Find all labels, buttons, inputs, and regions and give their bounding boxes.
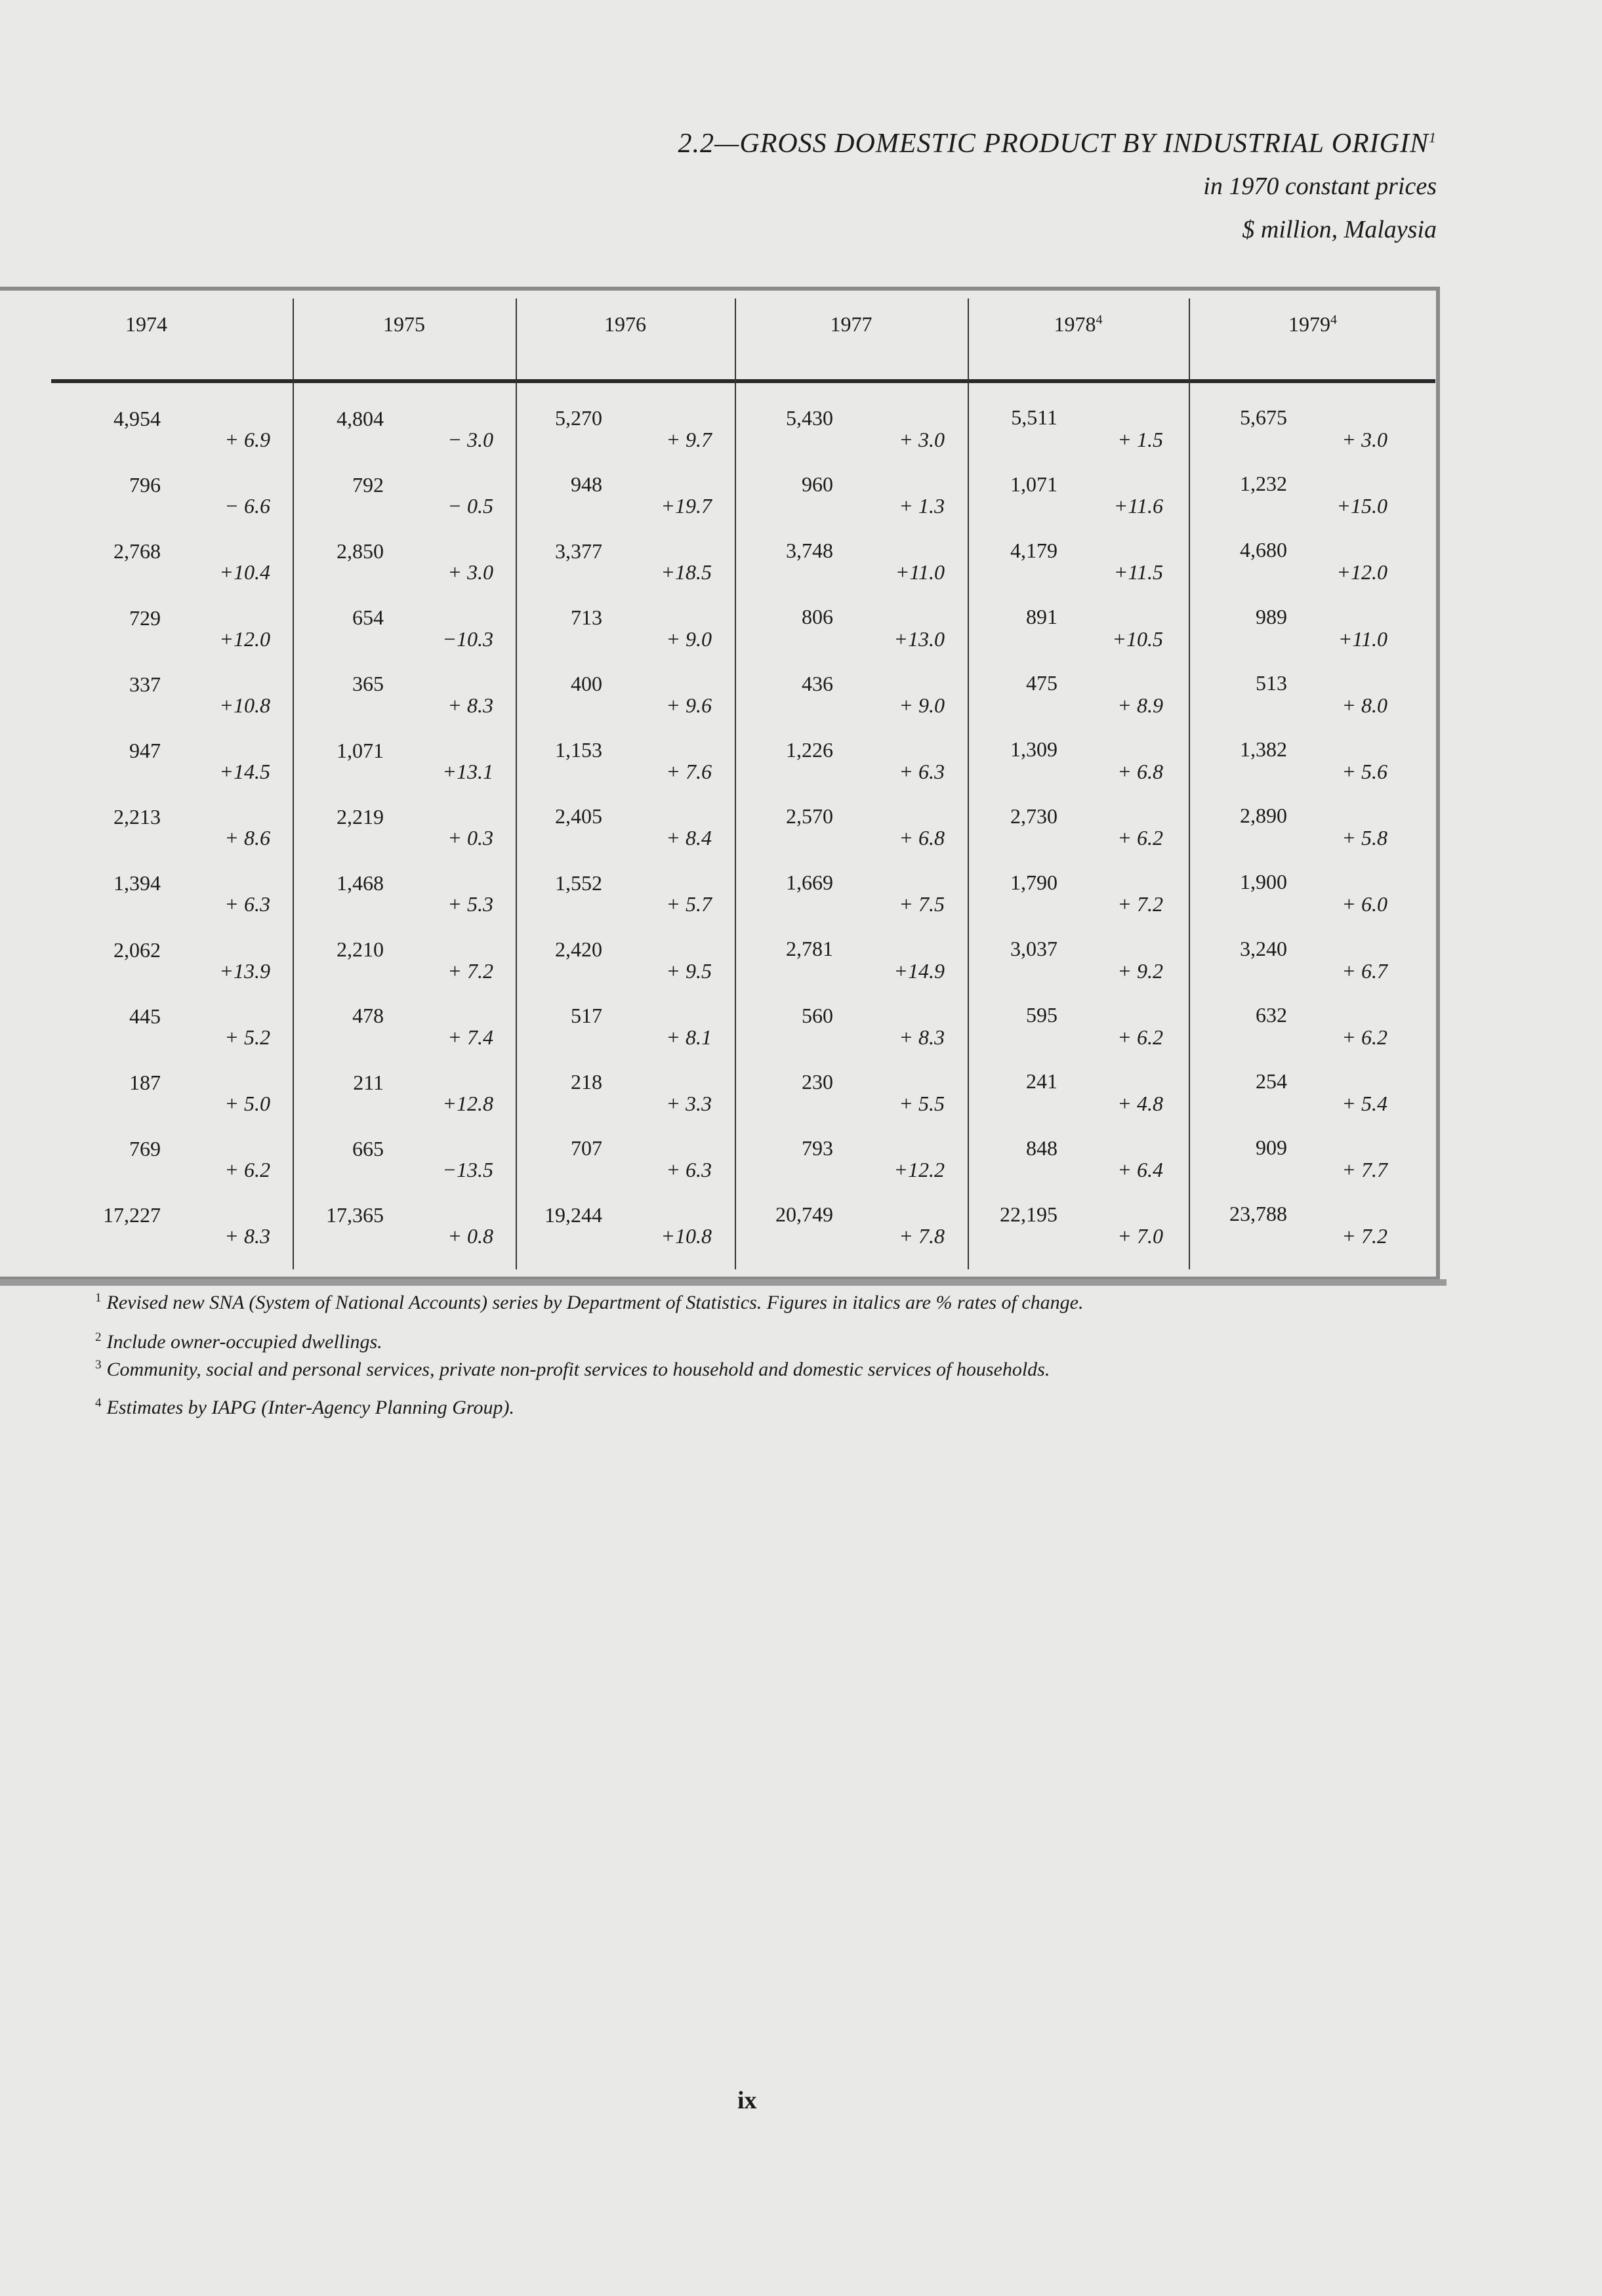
year-label: 1977	[830, 312, 873, 336]
footnote-text: Include owner-occupied dwellings.	[106, 1331, 382, 1353]
cell-percent-change: +11.0	[895, 560, 945, 584]
title-footnote-mark: 1	[1429, 129, 1437, 146]
cell-percent-change: + 8.3	[224, 1224, 270, 1248]
cell-value: 17,365	[326, 1203, 384, 1227]
cell-percent-change: + 8.3	[447, 693, 493, 717]
cell-percent-change: − 6.6	[224, 494, 270, 518]
cell-percent-change: +12.0	[1336, 560, 1387, 584]
cell-value: 2,730	[1010, 804, 1058, 828]
cell-value: 948	[571, 472, 602, 497]
cell-value: 4,954	[113, 407, 161, 430]
cell-value: 3,377	[555, 539, 602, 563]
cell-percent-change: + 7.2	[1117, 892, 1163, 916]
year-label: 1974	[125, 312, 167, 336]
cell-percent-change: + 8.9	[1117, 693, 1163, 717]
cell-value: 1,226	[786, 737, 833, 762]
cell-value: 23,788	[1229, 1202, 1287, 1226]
cell-percent-change: + 6.9	[224, 428, 270, 451]
cell-value: 187	[129, 1071, 161, 1094]
cell-value: 729	[129, 605, 161, 630]
cell-value: 595	[1026, 1003, 1058, 1027]
cell-percent-change: + 7.8	[899, 1224, 945, 1248]
table-title-text: 2.2—GROSS DOMESTIC PRODUCT BY INDUSTRIAL ORIGIN	[678, 129, 1429, 159]
column-header-year	[293, 312, 516, 337]
cell-value: 475	[1026, 671, 1058, 695]
cell-value: 2,420	[555, 937, 602, 961]
cell-value: 1,232	[1240, 472, 1287, 496]
cell-percent-change: +14.9	[893, 958, 945, 983]
cell-value: 2,570	[786, 804, 833, 828]
footnote	[95, 1396, 514, 1419]
cell-percent-change: + 7.2	[1342, 1224, 1387, 1248]
cell-percent-change: + 0.3	[447, 826, 493, 850]
footnote-mark: 1	[95, 1291, 102, 1305]
column-header-year	[516, 312, 735, 337]
cell-percent-change: − 0.5	[447, 494, 493, 518]
cell-value: 4,680	[1240, 538, 1287, 562]
cell-value: 3,240	[1240, 936, 1287, 960]
cell-percent-change: + 3.0	[447, 560, 493, 584]
cell-percent-change: + 5.0	[224, 1092, 270, 1115]
cell-value: 2,219	[337, 804, 384, 829]
cell-value: 17,227	[103, 1203, 161, 1227]
cell-value: 20,749	[775, 1202, 833, 1227]
cell-value: 230	[802, 1069, 833, 1094]
cell-value: 365	[352, 672, 384, 696]
cell-value: 793	[802, 1136, 833, 1160]
cell-percent-change: + 5.3	[447, 892, 493, 916]
cell-percent-change: + 5.8	[1342, 826, 1387, 850]
cell-value: 1,669	[786, 871, 833, 895]
cell-percent-change: + 9.2	[1117, 958, 1163, 983]
cell-percent-change: + 6.2	[224, 1158, 270, 1182]
cell-value: 989	[1256, 604, 1287, 628]
cell-value: 1,153	[555, 738, 602, 762]
cell-percent-change: + 6.8	[1117, 760, 1163, 783]
cell-value: 2,850	[337, 539, 384, 563]
cell-percent-change: +12.0	[219, 626, 270, 651]
cell-percent-change: + 7.7	[1342, 1158, 1387, 1182]
cell-value: 211	[353, 1070, 384, 1094]
cell-value: 2,062	[113, 937, 161, 962]
cell-percent-change: + 7.2	[447, 958, 493, 983]
column-divider	[516, 298, 517, 1269]
cell-value: 218	[571, 1070, 602, 1094]
cell-percent-change: − 3.0	[447, 428, 493, 451]
cell-value: 478	[352, 1004, 384, 1028]
column-divider	[735, 298, 736, 1269]
cell-percent-change: + 5.5	[899, 1092, 945, 1115]
cell-percent-change: +13.9	[219, 958, 270, 983]
year-footnote-mark: 4	[1330, 312, 1337, 327]
subtitle-prices: in 1970 constant prices	[1203, 173, 1437, 200]
cell-value: 5,270	[555, 406, 602, 430]
cell-value: 1,071	[337, 738, 384, 762]
footnote-mark: 2	[95, 1330, 102, 1344]
header-rule	[51, 379, 1435, 383]
cell-percent-change: + 5.6	[1342, 760, 1387, 783]
year-footnote-mark: 4	[1096, 312, 1103, 327]
cell-value: 947	[129, 739, 161, 762]
cell-value: 1,382	[1240, 737, 1287, 761]
cell-value: 769	[129, 1137, 161, 1161]
cell-percent-change: + 9.7	[666, 428, 712, 451]
year-label: 1978	[1054, 312, 1096, 336]
year-label: 1975	[383, 312, 425, 336]
cell-value: 1,468	[337, 871, 384, 895]
cell-percent-change: + 6.4	[1117, 1158, 1163, 1182]
cell-percent-change: + 5.7	[666, 892, 712, 916]
cell-value: 436	[802, 671, 833, 695]
cell-percent-change: −10.3	[442, 626, 493, 651]
cell-value: 513	[1256, 670, 1287, 695]
cell-value: 4,179	[1010, 538, 1058, 562]
subtitle-units: $ million, Malaysia	[1242, 216, 1437, 243]
cell-percent-change: + 6.3	[666, 1158, 712, 1182]
cell-value: 560	[802, 1003, 833, 1027]
cell-percent-change: +11.5	[1113, 560, 1163, 584]
footnote-text: Community, social and personal services, private non-profit services to household and domestic services of households.	[106, 1359, 1050, 1380]
cell-percent-change: + 6.2	[1342, 1025, 1387, 1049]
column-header-year	[735, 312, 968, 337]
cell-value: 1,552	[555, 871, 602, 895]
cell-percent-change: + 1.5	[1117, 428, 1163, 451]
cell-percent-change: + 4.8	[1117, 1092, 1163, 1115]
cell-value: 2,781	[786, 937, 833, 961]
cell-value: 400	[571, 672, 602, 695]
cell-value: 5,511	[1011, 405, 1058, 430]
cell-value: 848	[1026, 1136, 1058, 1160]
year-label: 1976	[604, 312, 646, 336]
cell-value: 891	[1026, 605, 1058, 628]
cell-value: 796	[129, 473, 161, 497]
cell-value: 3,748	[786, 539, 833, 563]
cell-percent-change: + 8.0	[1342, 693, 1387, 717]
cell-percent-change: +12.8	[442, 1092, 493, 1115]
cell-percent-change: + 8.3	[899, 1025, 945, 1049]
cell-percent-change: + 6.3	[224, 892, 270, 916]
cell-percent-change: + 6.2	[1117, 1025, 1163, 1049]
cell-percent-change: +13.1	[442, 760, 493, 783]
footnote	[95, 1358, 1050, 1381]
cell-value: 707	[571, 1136, 602, 1160]
cell-percent-change: + 9.0	[899, 693, 945, 717]
cell-percent-change: + 3.0	[1342, 428, 1387, 451]
cell-percent-change: + 7.4	[447, 1025, 493, 1049]
table-title	[678, 128, 1437, 159]
cell-percent-change: + 7.5	[899, 892, 945, 916]
column-header-year	[968, 312, 1189, 337]
cell-value: 22,195	[1000, 1202, 1058, 1226]
cell-percent-change: + 0.8	[447, 1224, 493, 1248]
cell-percent-change: + 8.1	[666, 1025, 712, 1049]
cell-percent-change: +19.7	[661, 494, 712, 518]
footnote	[95, 1330, 382, 1353]
cell-value: 1,071	[1010, 472, 1058, 496]
column-header-year	[1189, 312, 1437, 337]
cell-percent-change: + 8.4	[666, 826, 712, 850]
cell-percent-change: +13.0	[893, 626, 945, 651]
footnote-text: Revised new SNA (System of National Accounts) series by Department of Statistics. Figures in italics are % rates of change.	[106, 1292, 1084, 1313]
cell-value: 2,210	[337, 937, 384, 962]
cell-value: 254	[1256, 1069, 1287, 1093]
cell-percent-change: + 6.7	[1342, 958, 1387, 983]
cell-percent-change: +18.5	[661, 560, 712, 584]
column-header-year	[0, 312, 293, 337]
cell-value: 806	[802, 605, 833, 629]
cell-percent-change: +12.2	[893, 1158, 945, 1182]
cell-percent-change: +15.0	[1336, 494, 1387, 518]
column-divider	[968, 298, 969, 1269]
page-number: ix	[737, 2087, 757, 2114]
cell-value: 2,405	[555, 804, 602, 829]
cell-percent-change: + 3.0	[899, 428, 945, 451]
cell-value: 2,213	[113, 805, 161, 829]
cell-value: 1,394	[113, 871, 161, 895]
cell-value: 665	[352, 1136, 384, 1160]
cell-value: 1,900	[1240, 870, 1287, 894]
cell-value: 337	[129, 672, 161, 696]
cell-percent-change: +14.5	[219, 760, 270, 783]
cell-value: 1,309	[1010, 737, 1058, 762]
cell-percent-change: + 1.3	[899, 494, 945, 518]
cell-percent-change: + 6.8	[899, 826, 945, 850]
cell-value: 654	[352, 605, 384, 630]
cell-percent-change: + 9.6	[666, 693, 712, 717]
cell-percent-change: + 7.6	[666, 760, 712, 783]
footnote-text: Estimates by IAPG (Inter-Agency Planning Group).	[106, 1397, 514, 1418]
year-label: 1979	[1288, 312, 1330, 336]
cell-value: 241	[1026, 1069, 1058, 1094]
cell-value: 2,768	[113, 539, 161, 564]
footnote	[95, 1291, 1083, 1314]
cell-value: 517	[571, 1004, 602, 1027]
cell-percent-change: + 3.3	[666, 1092, 712, 1115]
cell-value: 4,804	[337, 406, 384, 430]
cell-percent-change: + 6.0	[1342, 892, 1387, 916]
cell-value: 19,244	[544, 1202, 602, 1227]
cell-value: 1,790	[1010, 870, 1058, 894]
cell-value: 792	[352, 472, 384, 497]
cell-percent-change: + 8.6	[224, 826, 270, 850]
cell-value: 632	[1256, 1002, 1287, 1027]
footnote-mark: 4	[95, 1396, 102, 1410]
cell-percent-change: +10.4	[219, 560, 270, 584]
footnote-mark: 3	[95, 1358, 102, 1372]
cell-percent-change: +11.0	[1338, 626, 1387, 651]
cell-value: 960	[802, 472, 833, 496]
cell-value: 909	[1256, 1136, 1287, 1160]
cell-percent-change: +10.8	[661, 1224, 712, 1248]
cell-value: 445	[129, 1004, 161, 1028]
cell-value: 2,890	[1240, 804, 1287, 828]
cell-percent-change: + 5.4	[1342, 1092, 1387, 1115]
cell-percent-change: + 9.0	[666, 626, 712, 651]
column-divider	[293, 298, 294, 1269]
cell-percent-change: +10.5	[1112, 626, 1163, 651]
cell-percent-change: −13.5	[442, 1158, 493, 1182]
cell-value: 3,037	[1010, 937, 1058, 960]
cell-value: 713	[571, 605, 602, 629]
column-divider	[1189, 298, 1190, 1269]
cell-percent-change: + 6.3	[899, 760, 945, 783]
cell-percent-change: + 6.2	[1117, 826, 1163, 850]
table-bottom-rule	[0, 1279, 1447, 1286]
cell-percent-change: + 5.2	[224, 1025, 270, 1049]
cell-percent-change: +11.6	[1113, 494, 1163, 518]
cell-percent-change: + 9.5	[666, 958, 712, 983]
cell-percent-change: + 7.0	[1117, 1224, 1163, 1248]
cell-value: 5,430	[786, 405, 833, 430]
cell-value: 5,675	[1240, 405, 1287, 429]
cell-percent-change: +10.8	[219, 693, 270, 717]
